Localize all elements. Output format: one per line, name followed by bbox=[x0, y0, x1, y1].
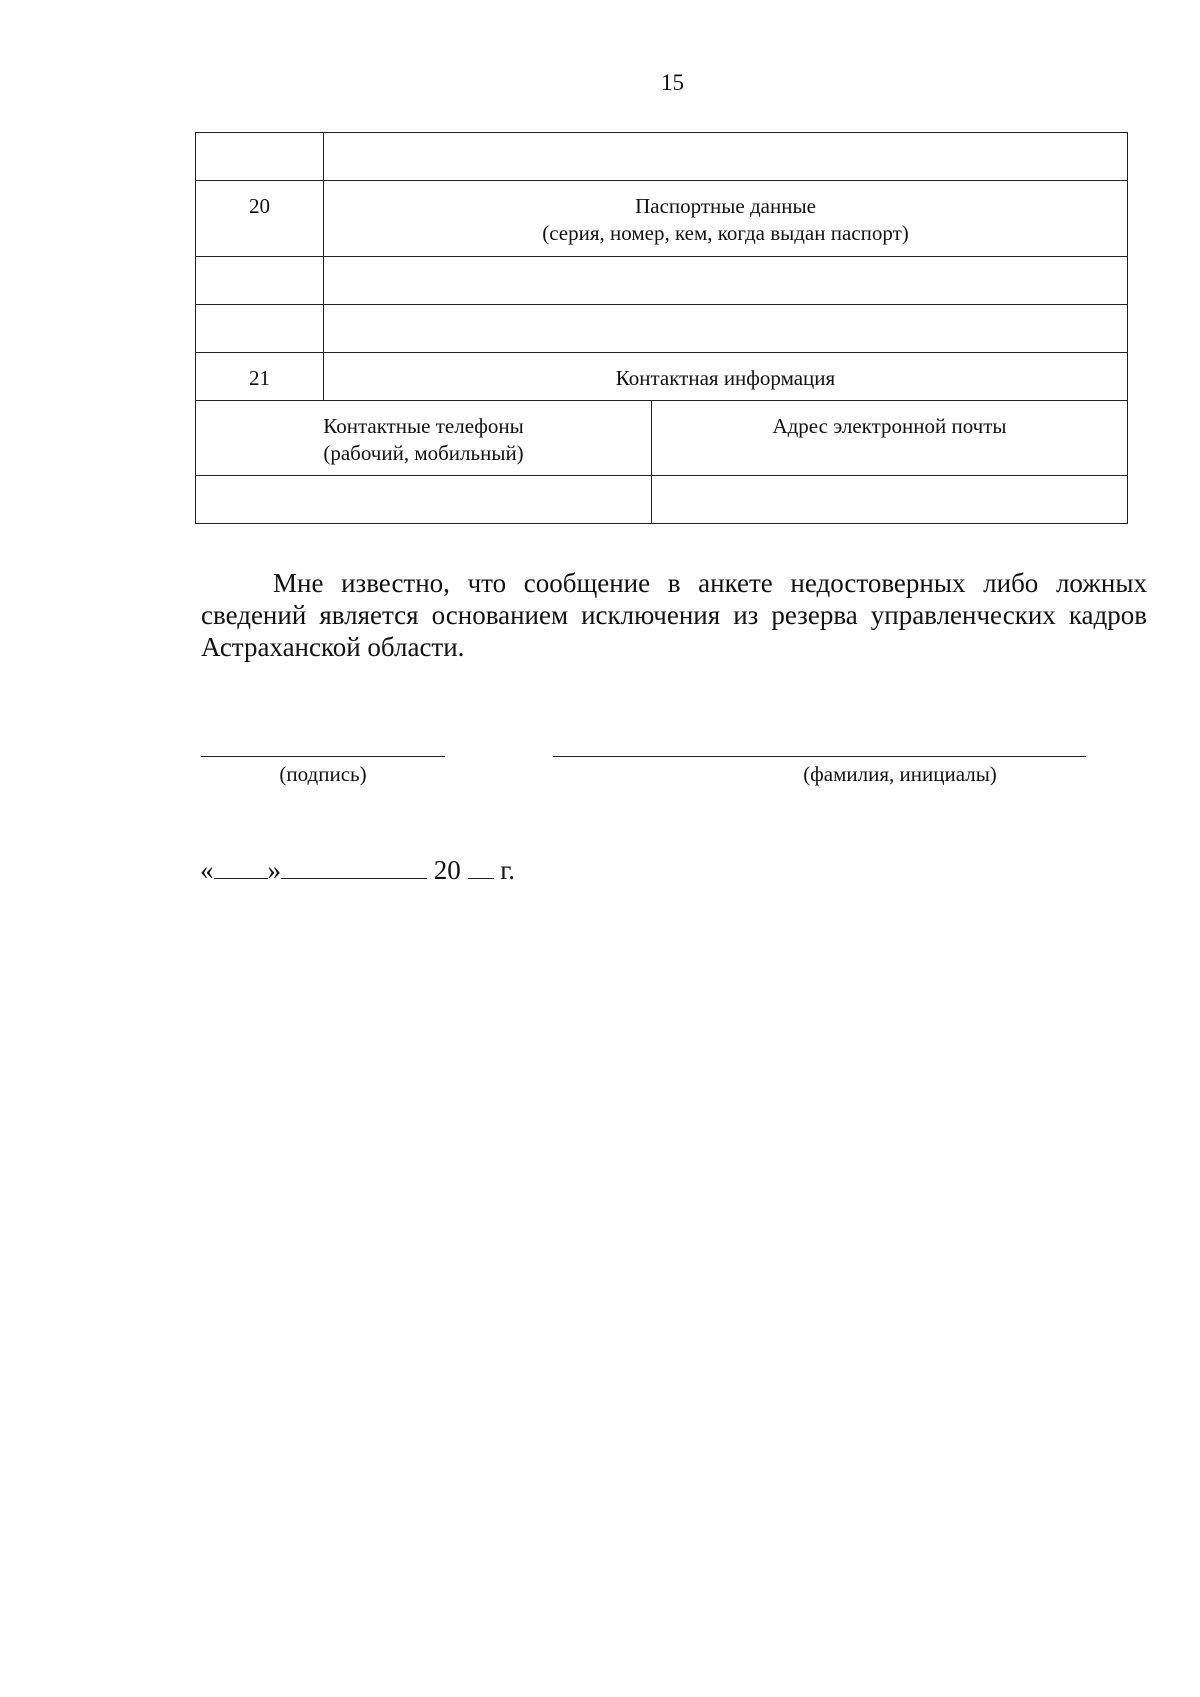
date-field bbox=[200, 855, 515, 886]
table-row-20 bbox=[196, 181, 1128, 257]
passport-field[interactable] bbox=[324, 257, 1128, 305]
year-century: 20 bbox=[433, 855, 461, 885]
phones-field[interactable] bbox=[196, 476, 652, 524]
year-suffix: г. bbox=[500, 855, 516, 885]
signature-label: (подпись) bbox=[279, 762, 367, 786]
phones-subtitle: (рабочий, мобильный) bbox=[323, 441, 524, 465]
name-line[interactable] bbox=[553, 756, 1086, 757]
email-field[interactable] bbox=[652, 476, 1128, 524]
row-number: 20 bbox=[196, 181, 324, 257]
row-number: 21 bbox=[196, 353, 324, 401]
page-number: 15 bbox=[661, 70, 684, 95]
table-row bbox=[196, 257, 1128, 305]
contact-info-title: Контактная информация bbox=[324, 353, 1128, 401]
table-row-21 bbox=[196, 353, 1128, 401]
year-blank[interactable] bbox=[468, 856, 494, 879]
statement-paragraph: Мне известно, что сообщение в анкете недостоверных либо ложных сведений является основанием исключения из резерва управленческих кадров Астраханской области. bbox=[201, 568, 1147, 662]
contact-header-row bbox=[196, 401, 1128, 476]
table-row bbox=[196, 305, 1128, 353]
name-label: (фамилия, инициалы) bbox=[803, 762, 997, 786]
passport-title: Паспортные данные bbox=[635, 194, 816, 218]
close-quote: » bbox=[267, 855, 281, 885]
signature-line[interactable] bbox=[201, 756, 445, 757]
questionnaire-table bbox=[195, 132, 1128, 524]
table-cell[interactable] bbox=[196, 133, 324, 181]
table-cell[interactable] bbox=[196, 305, 324, 353]
month-blank[interactable] bbox=[281, 856, 427, 879]
passport-header bbox=[324, 181, 1128, 257]
day-blank[interactable] bbox=[214, 856, 268, 879]
table-cell[interactable] bbox=[196, 257, 324, 305]
passport-field[interactable] bbox=[324, 305, 1128, 353]
phones-title: Контактные телефоны bbox=[323, 414, 524, 438]
table-row bbox=[196, 476, 1128, 524]
table-row bbox=[196, 133, 1128, 181]
open-quote: « bbox=[200, 855, 214, 885]
table-cell[interactable] bbox=[324, 133, 1128, 181]
passport-subtitle: (серия, номер, кем, когда выдан паспорт) bbox=[542, 221, 909, 245]
phones-header bbox=[196, 401, 652, 476]
email-header: Адрес электронной почты bbox=[652, 401, 1128, 476]
